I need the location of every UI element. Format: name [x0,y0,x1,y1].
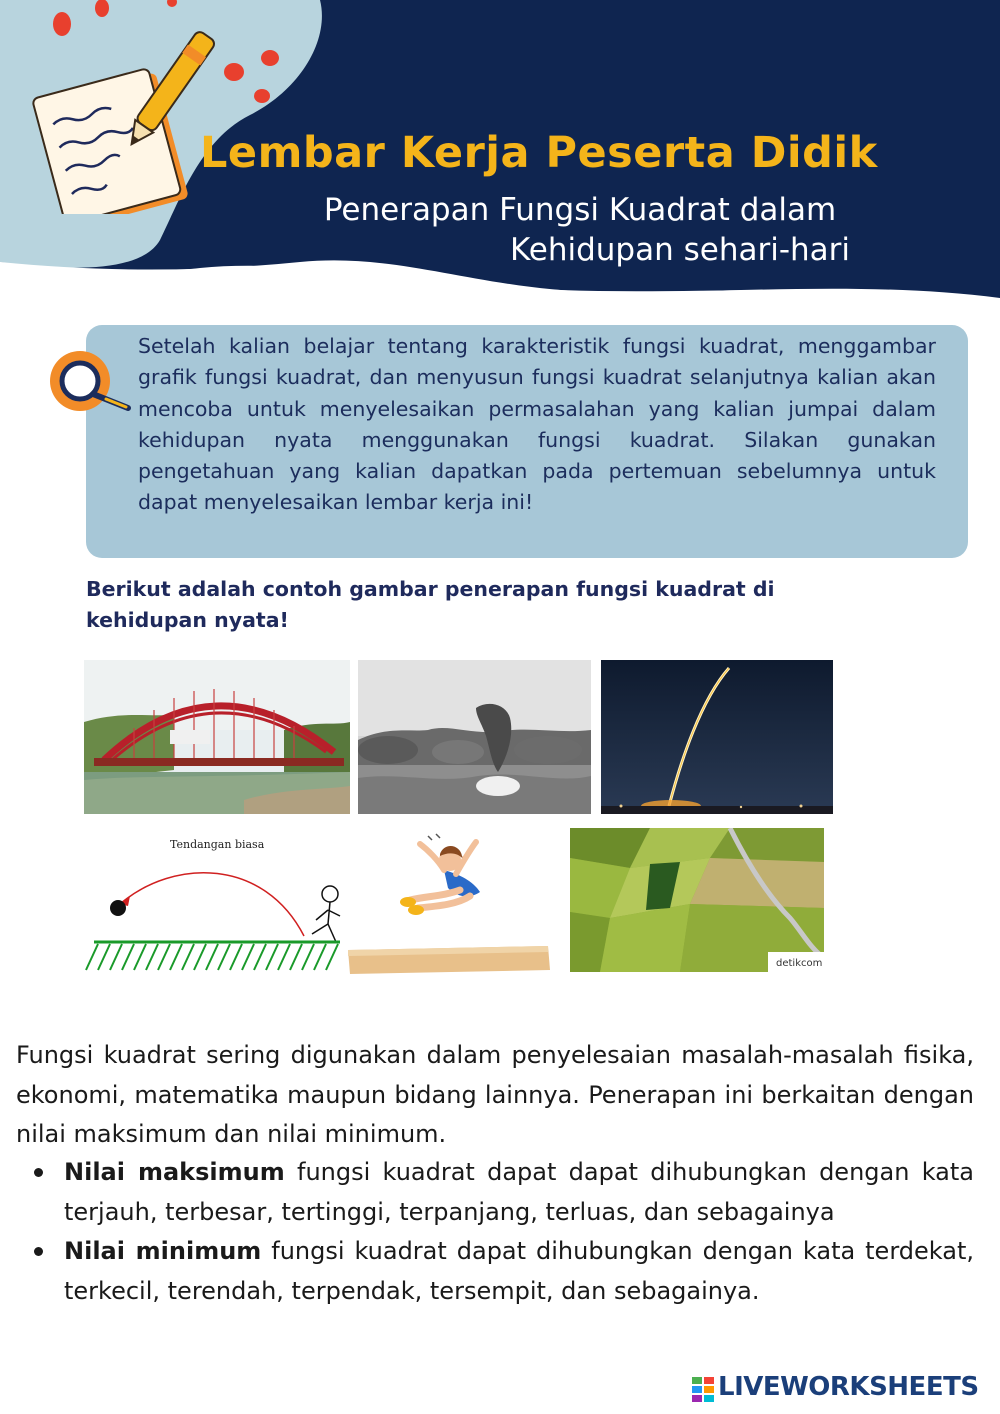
bullet-minimum [64,1232,974,1311]
rice-field-photo [570,828,824,972]
page-subtitle-line2: Kehidupan sehari-hari [509,232,851,268]
long-jump-illustration [348,830,550,978]
notepad-pen-icon [28,24,218,214]
dolphin-photo [358,660,591,814]
kick-caption: Tendangan biasa [170,838,265,851]
page-title: Lembar Kerja Peserta Didik [200,128,878,178]
liveworksheets-logo-icon [692,1377,714,1403]
intro-text: Setelah kalian belajar tentang karakteristik fungsi kuadrat, menggambar grafik fungsi kuadrat, dan menyusun fungsi kuadrat selanjutnya kalian akan mencoba untuk menyelesaikan permasalahan yang kalian jumpai dalam kehidupan nyata menggunakan fungsi kuadrat. Silakan gunakan pengetahuan yang kalian dapatkan pada pertemuan sebelumnya untuk dapat menyelesaikan lembar kerja ini! [138,334,936,515]
magnifier-icon [46,348,136,414]
bridge-photo [84,660,350,814]
examples-heading: Berikut adalah contoh gambar penerapan fungsi kuadrat di kehidupan nyata! [86,577,775,632]
bullet-maximum-text: fungsi kuadrat dapat dapat dihubungkan dengan kata terjauh, terbesar, tertinggi, terpanjang, terluas, dan sebagainya [64,1158,974,1226]
body-paragraph: Fungsi kuadrat sering digunakan dalam penyelesaian masalah-masalah fisika, ekonomi, matematika maupun bidang lainnya. Penerapan ini berkaitan dengan nilai maksimum dan nilai minimum. [16,1041,974,1148]
kick-diagram [84,830,348,978]
bullet-minimum-text: fungsi kuadrat dapat dihubungkan dengan kata terdekat, terkecil, terendah, terpendak, tersempit, dan sebagainya. [64,1237,974,1305]
rocket-launch-photo [601,660,833,814]
bullet-maximum-term: Nilai maksimum [64,1158,285,1186]
liveworksheets-logo-text: LIVEWORKSHEETS [718,1372,979,1402]
value-bullets [64,1153,974,1311]
bullet-maximum [64,1153,974,1232]
bullet-minimum-term: Nilai minimum [64,1237,262,1265]
field-watermark: detikcom [776,958,823,969]
page-subtitle-line1: Penerapan Fungsi Kuadrat dalam [323,192,837,228]
